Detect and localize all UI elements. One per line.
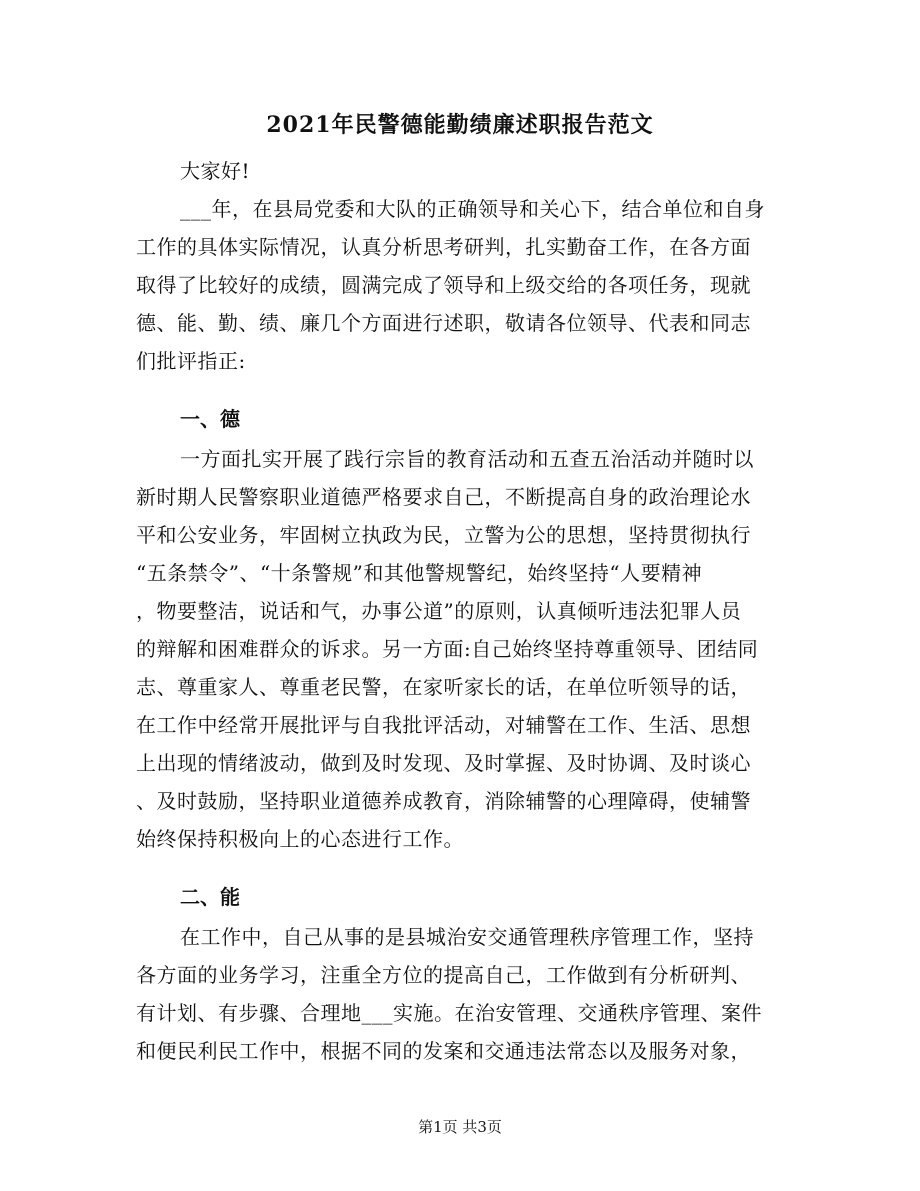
paragraph-line: 一方面扎实开展了践行宗旨的教育活动和五查五治活动并随时以 <box>180 447 754 471</box>
paragraph-line: 平和公安业务，牢固树立执政为民，立警为公的思想，坚持贯彻执行 <box>136 523 751 547</box>
paragraph-line: 始终保持积极向上的心态进行工作。 <box>136 827 464 851</box>
paragraph-line: 新时期人民警察职业道德严格要求自己，不断提高自身的政治理论水 <box>136 485 751 509</box>
paragraph-line: 有计划、有步骤、合理地___实施。在治安管理、交通秩序管理、案件 <box>136 1001 762 1025</box>
document-title: 2021年民警德能勤绩廉述职报告范文 <box>266 112 654 138</box>
paragraph-line: 上出现的情绪波动，做到及时发现、及时掌握、及时协调、及时谈心 <box>136 751 751 775</box>
paragraph-line: “五条禁令”、“十条警规”和其他警规警纪，始终坚持“人要精神 <box>136 561 703 585</box>
greeting: 大家好! <box>180 159 251 183</box>
paragraph-line: 德、能、勤、绩、廉几个方面进行述职，敬请各位领导、代表和同志 <box>136 311 751 335</box>
document-body <box>136 152 784 1070</box>
paragraph-line: 各方面的业务学习，注重全方位的提高自己，工作做到有分析研判、 <box>136 963 751 987</box>
paragraph-line: 和便民利民工作中，根据不同的发案和交通违法常态以及服务对象， <box>136 1039 751 1063</box>
paragraph-line: 工作的具体实际情况，认真分析思考研判，扎实勤奋工作，在各方面 <box>136 235 751 259</box>
paragraph-line: 、及时鼓励，坚持职业道德养成教育，消除辅警的心理障碍，使辅警 <box>136 789 751 813</box>
paragraph-line: 在工作中，自己从事的是县城治安交通管理秩序管理工作，坚持 <box>180 925 754 949</box>
paragraph-line: ，物要整洁，说话和气，办事公道”的原则，认真倾听违法犯罪人员 <box>136 599 742 623</box>
paragraph-line: 在工作中经常开展批评与自我批评活动，对辅警在工作、生活、思想 <box>136 713 751 737</box>
section2-paragraph <box>136 918 784 1070</box>
paragraph-line: ___年，在县局党委和大队的正确领导和关心下，结合单位和自身 <box>180 197 765 221</box>
section1-paragraph <box>136 440 784 858</box>
intro-paragraph <box>136 190 784 380</box>
section-heading-de: 一、德 <box>180 407 240 431</box>
paragraph-line: 取得了比较好的成绩，圆满完成了领导和上级交给的各项任务，现就 <box>136 273 751 297</box>
page-indicator: 第1页 共3页 <box>418 1118 502 1136</box>
paragraph-line: 们批评指正: <box>136 349 246 373</box>
section-heading-neng: 二、能 <box>180 885 240 909</box>
paragraph-line: 志、尊重家人、尊重老民警，在家听家长的话，在单位听领导的话， <box>136 675 751 699</box>
paragraph-line: 的辩解和困难群众的诉求。另一方面:自己始终坚持尊重领导、团结同 <box>136 637 759 661</box>
